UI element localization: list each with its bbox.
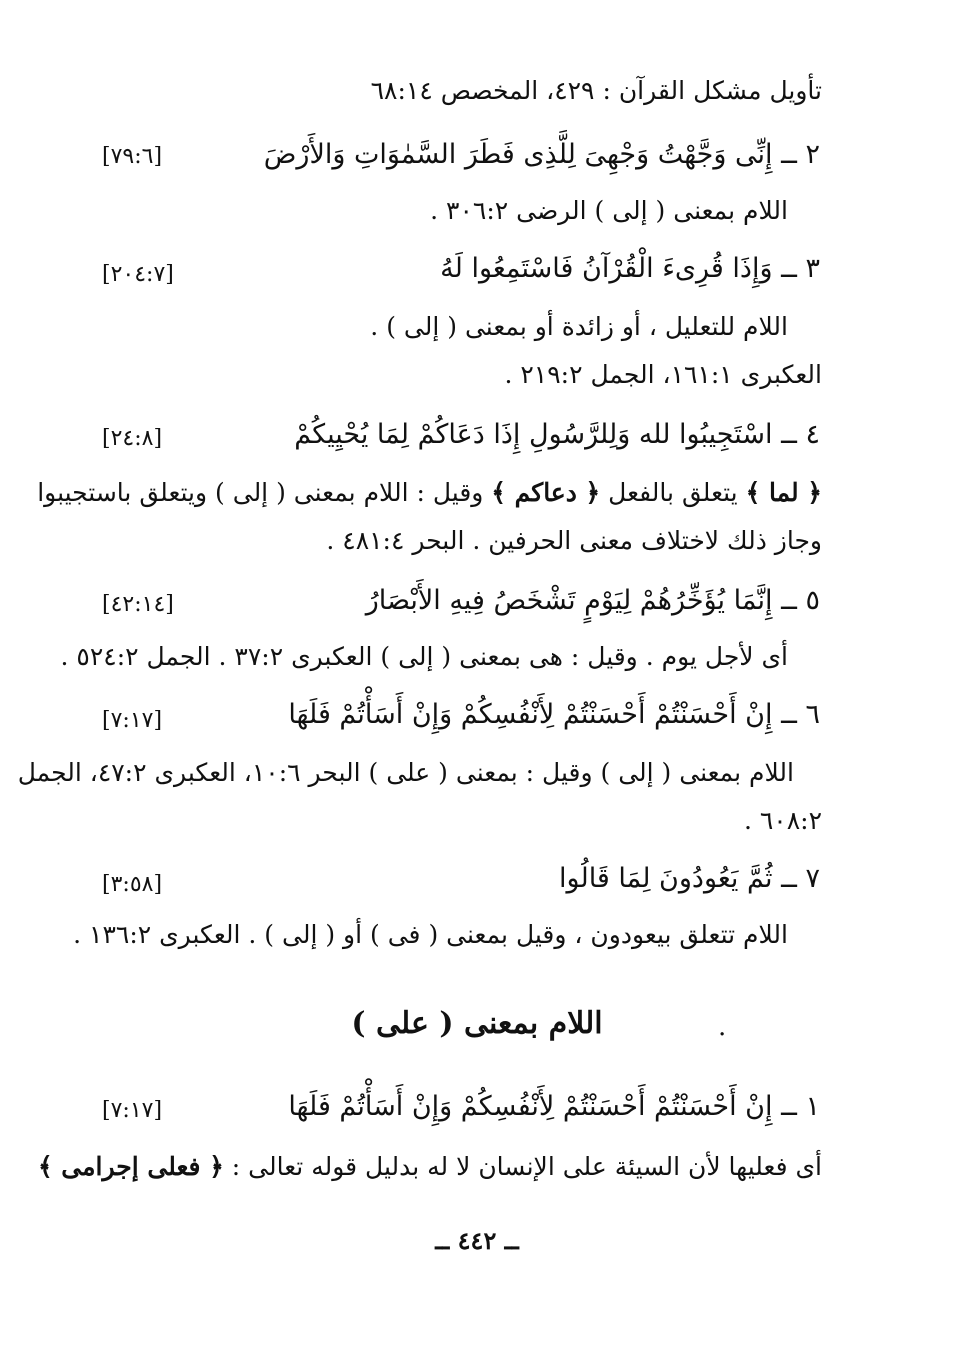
note-3b: العكبرى ١٦١:١، الجمل ٢١٩:٢ . [504,360,822,389]
verse-6: ٦ ــ إِنْ أَحْسَنْتُمْ أَحْسَنْتُمْ لِأَنْفُسِكُمْ وَإِنْ أَسَأْتُمْ فَلَهَا [288,699,820,730]
section-heading: اللام بمعنى ( على ) [351,1006,603,1041]
verse-5-ref: [٤٢:١٤] [102,592,174,617]
note-6a: اللام بمعنى ( إلى ) وقيل : بمعنى ( على ) البحر ١٠:٦، العكبرى ٤٧:٢، الجمل [17,758,794,787]
verse-8-ref: [٧:١٧] [102,1098,163,1123]
note-8 [38,1150,822,1184]
footnote-line-top: تأويل مشكل القرآن : ٤٢٩، المخصص ٦٨:١٤ [370,76,822,105]
note-2: اللام بمعنى ( إلى ) الرضى ٣٠٦:٢ . [430,196,788,225]
note-4a-text1: يتعلق بالفعل [600,478,746,507]
quote-fa-ala-ijrami: ﴿ فعلى إجرامى ﴾ [37,1152,224,1181]
verse-2-ref: [٧٩:٦] [102,144,163,169]
verse-8: ١ ــ إِنْ أَحْسَنْتُمْ أَحْسَنْتُمْ لِأَنْفُسِكُمْ وَإِنْ أَسَأْتُمْ فَلَهَا [288,1091,820,1122]
verse-2: ٢ ــ إِنِّى وَجَّهْتُ وَجْهِىَ لِلَّذِى فَطَرَ السَّمٰوَاتِ وَالأَرْضَ [263,139,820,170]
verse-6-ref: [٧:١٧] [102,708,163,733]
quote-daakum: ﴿ دعاكم ﴾ [491,478,601,507]
note-4a-text2: وقيل : اللام بمعنى ( إلى ) ويتعلق باستجيبوا [37,478,492,507]
note-5: أى لأجل يوم . وقيل : هى بمعنى ( إلى ) العكبرى ٣٧:٢ . الجمل ٥٢٤:٢ . [60,642,788,671]
note-4b: وجاز ذلك لاختلاف معنى الحرفين . البحر ٤٨١:٤ . [326,526,822,555]
note-3a: اللام للتعليل ، أو زائدة أو بمعنى ( إلى ) . [370,312,788,341]
note-8-text: أى فعليها لأن السيئة على الإنسان لا له بدليل قوله تعالى : [223,1152,822,1181]
verse-7-ref: [٣:٥٨] [102,872,163,897]
verse-5: ٥ ــ إِنَّمَا يُؤَخِّرُهُمْ لِيَوْمٍ تَشْخَصُ فِيهِ الأَبْصَارُ [365,585,820,616]
verse-4-ref: [٢٤:٨] [102,426,163,451]
heading-dot: . [718,1012,727,1042]
page-number: ــ ٤٤٢ ــ [435,1226,519,1255]
verse-4: ٤ ــ اسْتَجِيبُوا لله وَلِلرَّسُولِ إِذَا دَعَاكُمْ لِمَا يُحْيِيكُمْ [294,419,820,450]
note-7: اللام تتعلق بيعودون ، وقيل بمعنى ( فى ) أو ( إلى ) . العكبرى ١٣٦:٢ . [73,920,788,949]
verse-3: ٣ ــ وَإِذَا قُرِىءَ الْقُرْآنُ فَاسْتَمِعُوا لَهُ [440,253,820,284]
note-6b: ٦٠٨:٢ . [743,806,822,835]
quote-lima: ﴿ لما ﴾ [745,478,822,507]
note-4a [37,476,822,510]
verse-3-ref: [٢٠٤:٧] [102,262,174,287]
verse-7: ٧ ــ ثُمَّ يَعُودُونَ لِمَا قَالُوا [559,863,820,894]
